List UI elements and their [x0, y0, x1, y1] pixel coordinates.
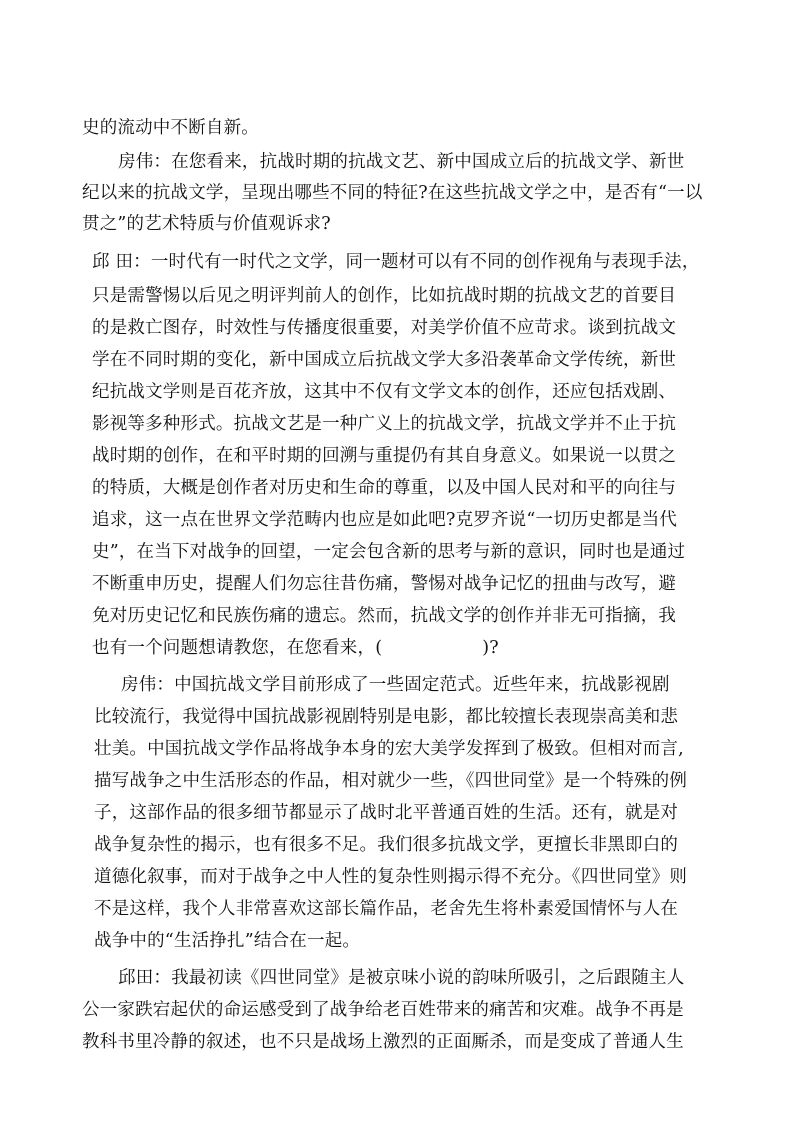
paragraph-line: 公一家跌宕起伏的命运感受到了战争给老百姓带来的痛苦和灾难。战争不再是: [82, 1000, 684, 1020]
paragraph-line: 追求，这一点在世界文学范畴内也应是如此吧?克罗齐说“一切历史都是当代: [92, 510, 678, 530]
paragraph-line: 史”，在当下对战争的回望，一定会包含新的思考与新的意识，同时也是通过: [92, 542, 686, 562]
paragraph-line: 纪以来的抗战文学，呈现出哪些不同的特征?在这些抗战文学之中，是否有“一以: [82, 183, 703, 203]
paragraph-line: 的特质，大概是创作者对历史和生命的尊重，以及中国人民对和平的向往与: [92, 478, 677, 498]
paragraph-line: 描写战争之中生活形态的作品，相对就少一些，《四世同堂》是一个特殊的例: [94, 771, 688, 791]
paragraph-line: 房伟：中国抗战文学目前形成了一些固定范式。近些年来，抗战影视剧: [121, 675, 670, 695]
paragraph-line-with-blank: [92, 637, 499, 659]
paragraph-line: 邱 田：一时代有一时代之文学，同一题材可以有不同的创作视角与表现手法，: [92, 252, 700, 272]
paragraph-line: 比较流行，我觉得中国抗战影视剧特别是电影，都比较擅长表现崇高美和悲: [94, 707, 679, 727]
paragraph-line: 教科书里冷静的叙述，也不只是战场上激烈的正面厮杀，而是变成了普通人生: [82, 1032, 684, 1052]
paragraph-line: 邱田：我最初读《四世同堂》是被京味小说的韵味所吸引，之后跟随主人: [118, 968, 685, 988]
paragraph-line: 贯之”的艺术特质与价值观诉求?: [82, 214, 331, 234]
paragraph-line: 战争复杂性的揭示，也有很多不足。我们很多抗战文学，更擅长非黑即白的: [94, 835, 679, 855]
paragraph-line: 的是救亡图存，时效性与传播度很重要，对美学价值不应苛求。谈到抗战文: [92, 318, 677, 338]
paragraph-line: 不断重申历史，提醒人们勿忘往昔伤痛，警惕对战争记忆的扭曲与改写，避: [92, 574, 677, 594]
paragraph-line: 道德化叙事，而对于战争之中人性的复杂性则揭示得不充分。《四世同堂》则: [94, 867, 688, 887]
line-text-after-blank: )?: [482, 638, 499, 658]
paragraph-line: 学在不同时期的变化，新中国成立后抗战文学大多沿袭革命文学传统，新世: [92, 350, 677, 370]
paragraph-line: 影视等多种形式。抗战文艺是一种广义上的抗战文学，抗战文学并不止于抗: [92, 414, 677, 434]
paragraph-line: 子，这部作品的很多细节都显示了战时北平普通百姓的生活。还有，就是对: [94, 803, 679, 823]
paragraph-line: 壮美。中国抗战文学作品将战争本身的宏大美学发挥到了极致。但相对而言,: [94, 739, 684, 759]
paragraph-line: 免对历史记忆和民族伤痛的遗忘。然而，抗战文学的创作并非无可指摘，我: [92, 606, 677, 626]
paragraph-line: 纪抗战文学则是百花齐放，这其中不仅有文学文本的创作，还应包括戏剧、: [92, 382, 677, 402]
paragraph-line: 战争中的“生活挣扎”结合在一起。: [94, 931, 361, 951]
paragraph-line: 战时期的创作，在和平时期的回溯与重提仍有其自身意义。如果说一以贯之: [92, 446, 677, 466]
line-text-before-blank: 也有一个问题想请教您，在您看来，(: [92, 638, 383, 658]
paragraph-line: 只是需警惕以后见之明评判前人的创作，比如抗战时期的抗战文艺的首要目: [92, 286, 677, 306]
paragraph-line: 史的流动中不断自新。: [82, 118, 259, 138]
paragraph-line: 不是这样，我个人非常喜欢这部长篇作品，老舍先生将朴素爱国情怀与人在: [94, 899, 679, 919]
paragraph-line: 房伟：在您看来，抗战时期的抗战文艺、新中国成立后的抗战文学、新世: [118, 152, 685, 172]
